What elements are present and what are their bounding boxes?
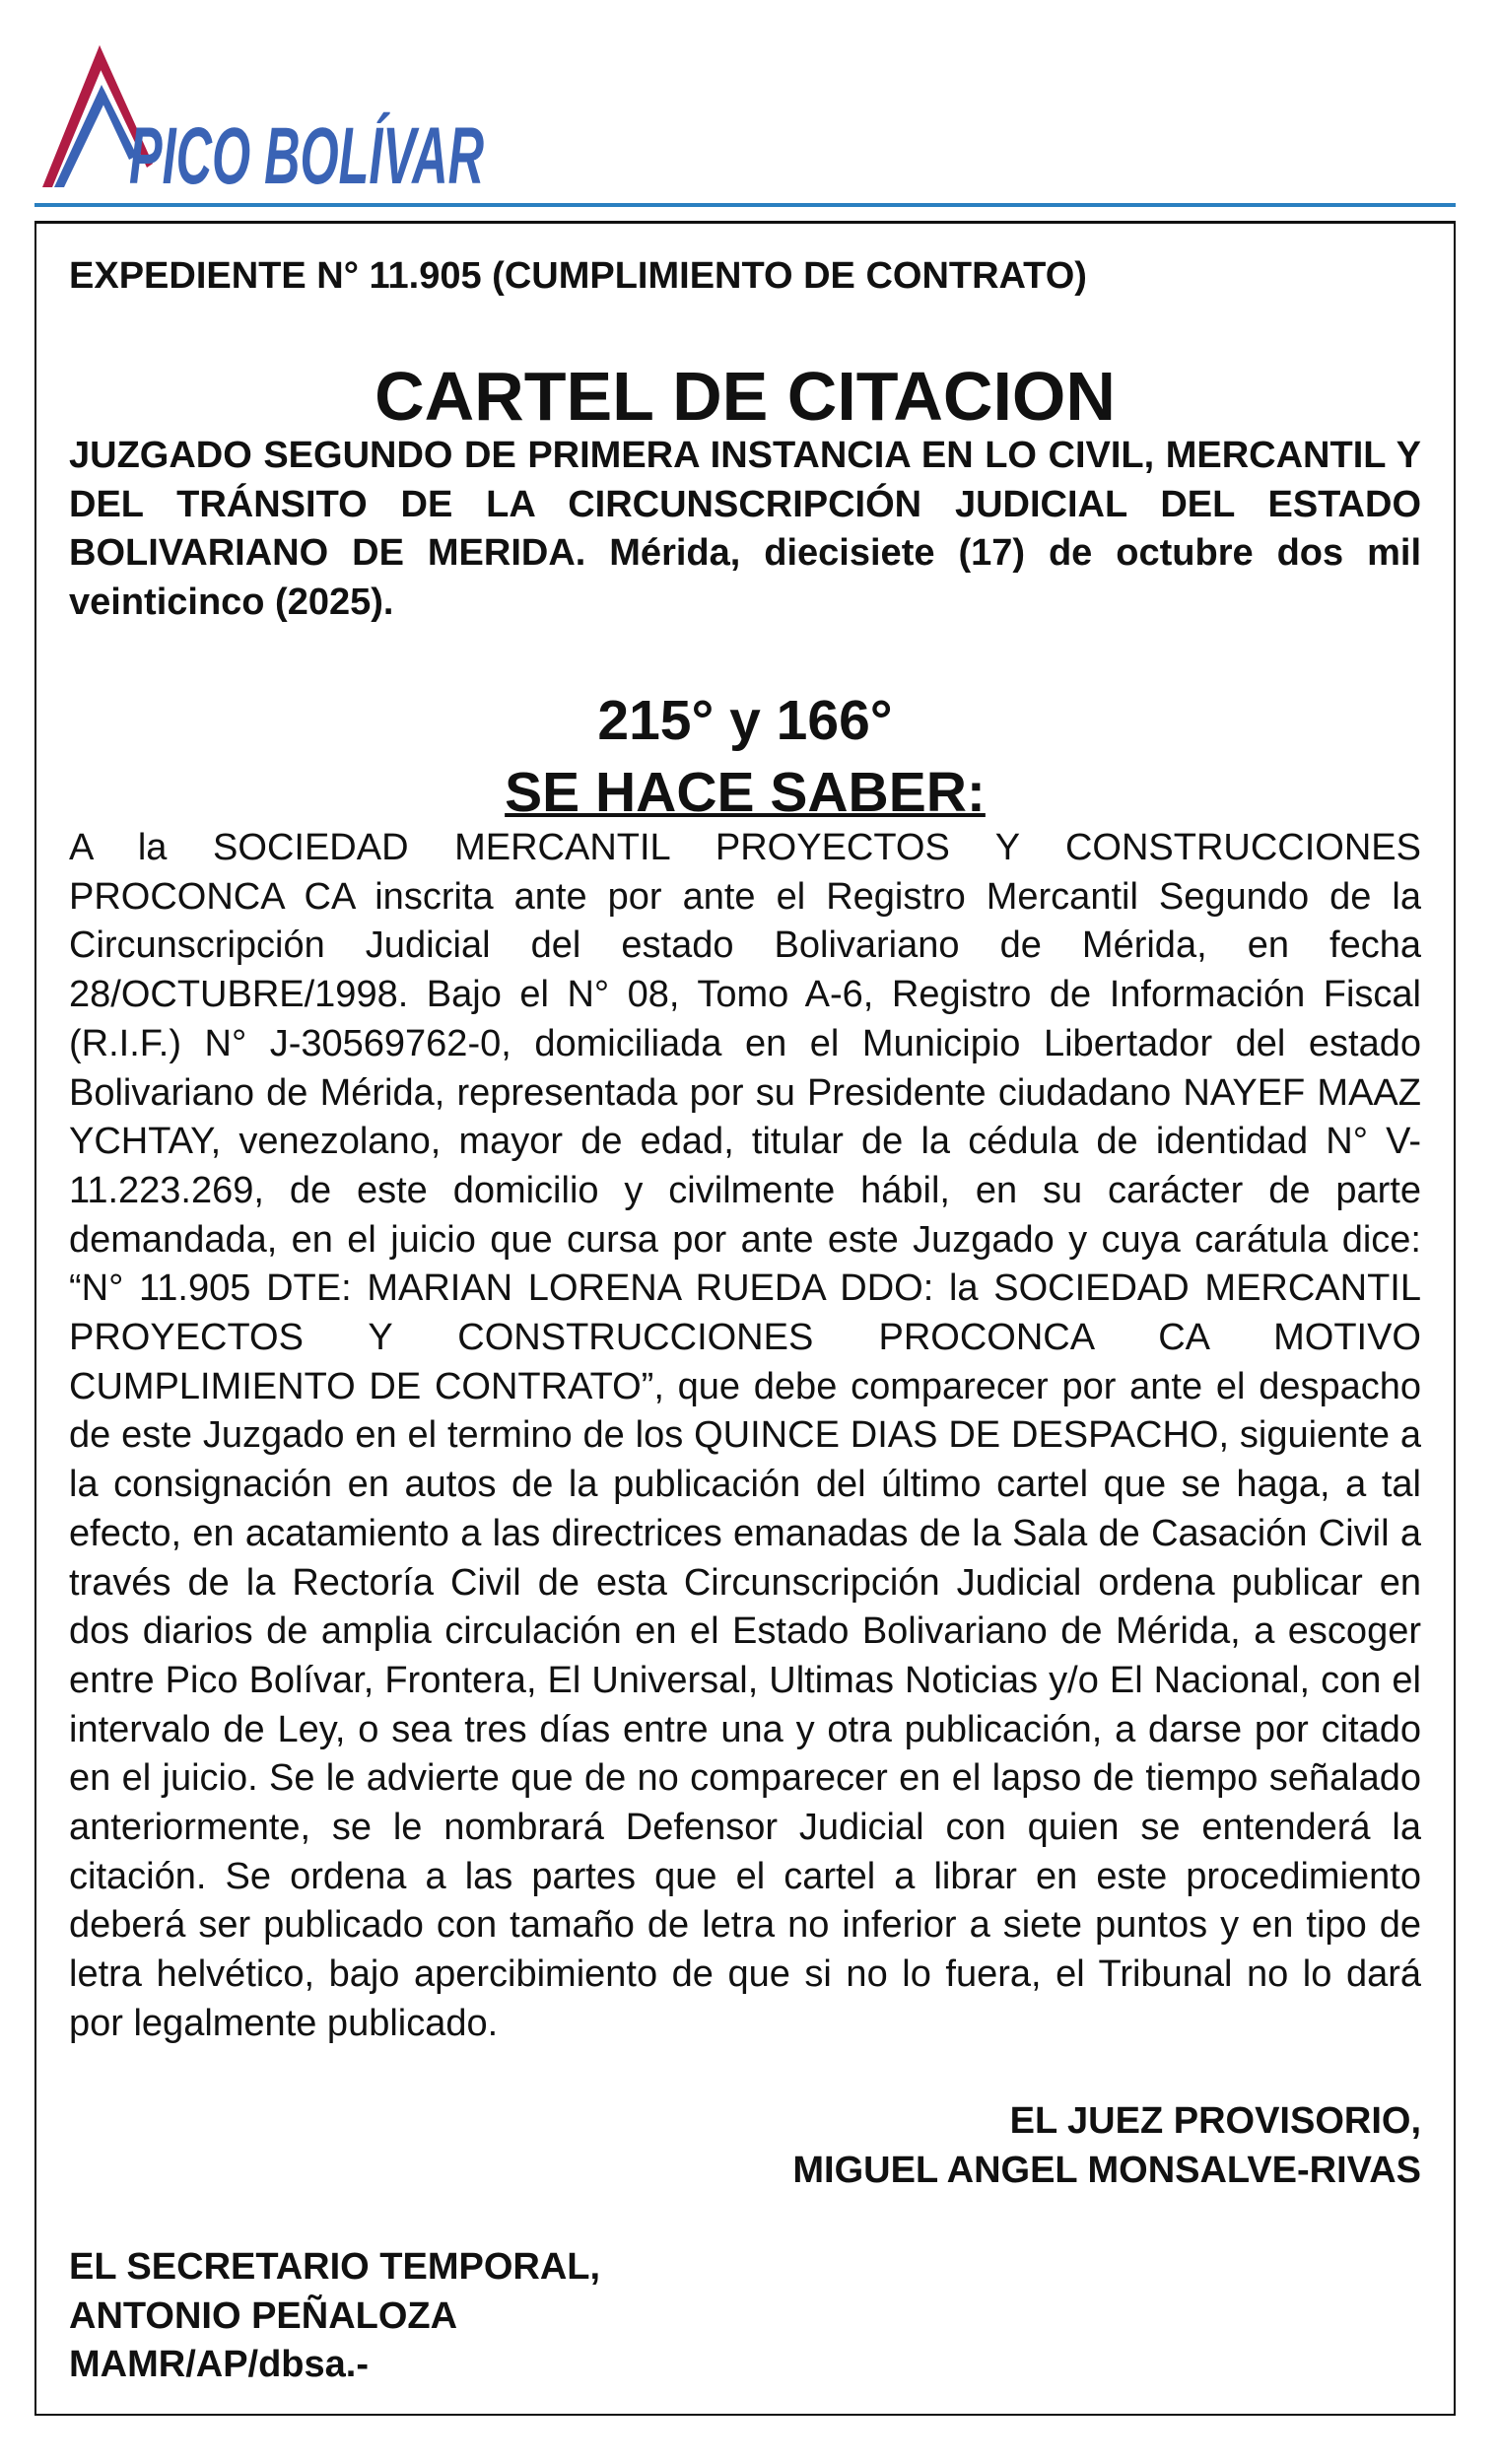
judge-title: EL JUEZ PROVISORIO, bbox=[1009, 2100, 1421, 2142]
se-hace-saber-heading: SE HACE SABER: bbox=[505, 761, 986, 824]
notice-body: A la SOCIEDAD MERCANTIL PROYECTOS Y CONSTRUCCIONES PROCONCA CA inscrita ante por ante el Registro Mercantil Segundo de la Circunscripción Judicial del estado Bolivariano de Mérida, en fecha 28/OCTUBRE/1998. Bajo el N° 08, Tomo A-6, Registro de Información Fiscal (R.I.F.) N° J-30569762-0, domiciliada en el Municipio Libertador del estado Bolivariano de Mérida, representada por su Presidente ciudadano NAYEF MAAZ YCHTAY, venezolano, mayor de edad, titular de la cédula de identidad N° V-11.223.269, de este domicilio y civilmente hábil, en su carácter de parte demandada, en el juicio que cursa por ante este Juzgado y cuya carátula dice: “N° 11.905 DTE: MARIAN LORENA RUEDA DDO: la SOCIEDAD MERCANTIL PROYECTOS Y CONSTRUCCIONES PROCONCA CA MOTIVO CUMPLIMIENTO DE CONTRATO”, que debe comparecer por ante el despacho de este Juzgado en el termino de los QUINCE DIAS DE DESPACHO, siguiente a la consignación en autos de la publicación del último cartel que se haga, a tal efecto, en acatamiento a las directrices emanadas de la Sala de Casación Civil a través de la Rectoría Civil de esta Circunscripción Judicial ordena publicar en dos diarios de amplia circulación en el Estado Bolivariano de Mérida, a escoger entre Pico Bolívar, Frontera, El Universal, Ultimas Noticias y/o El Nacional, con el intervalo de Ley, o sea tres días entre una y otra publicación, a darse por citado en el juicio. Se le advierte que de no comparecer en el lapso de tiempo señalado anteriormente, se le nombrará Defensor Judicial con quien se entenderá la citación. Se ordena a las partes que el cartel a librar en este procedimiento deberá ser publicado con tamaño de letra no inferior a siete puntos y en tipo de letra helvético, bajo apercibimiento de que si no lo fuera, el Tribunal no lo dará por legalmente publicado. bbox=[69, 827, 1421, 2044]
pico-bolivar-logo bbox=[34, 45, 488, 201]
secretary-title: EL SECRETARIO TEMPORAL, bbox=[69, 2246, 601, 2288]
notice-title: CARTEL DE CITACION bbox=[375, 358, 1116, 435]
court-header: JUZGADO SEGUNDO DE PRIMERA INSTANCIA EN LO CIVIL, MERCANTIL Y DEL TRÁNSITO DE LA CIRCUNSCRIPCIÓN JUDICIAL DEL ESTADO BOLIVARIANO DE MERIDA. Mérida, diecisiete (17) de octubre dos mil veinticinco (2025). bbox=[69, 435, 1421, 624]
judge-signature bbox=[69, 2096, 1421, 2195]
secretary-name: ANTONIO PEÑALOZA bbox=[69, 2294, 458, 2337]
secretary-signature bbox=[69, 2243, 1421, 2390]
logo-wordmark: PICO BOLÍVAR bbox=[129, 111, 484, 201]
initials: MAMR/AP/dbsa.- bbox=[69, 2344, 369, 2385]
judge-name: MIGUEL ANGEL MONSALVE-RIVAS bbox=[792, 2150, 1421, 2191]
header-rule bbox=[34, 203, 1456, 207]
era-dates: 215° y 166° bbox=[597, 689, 893, 752]
expediente-number: EXPEDIENTE N° 11.905 (CUMPLIMIENTO DE CONTRATO) bbox=[69, 255, 1087, 297]
